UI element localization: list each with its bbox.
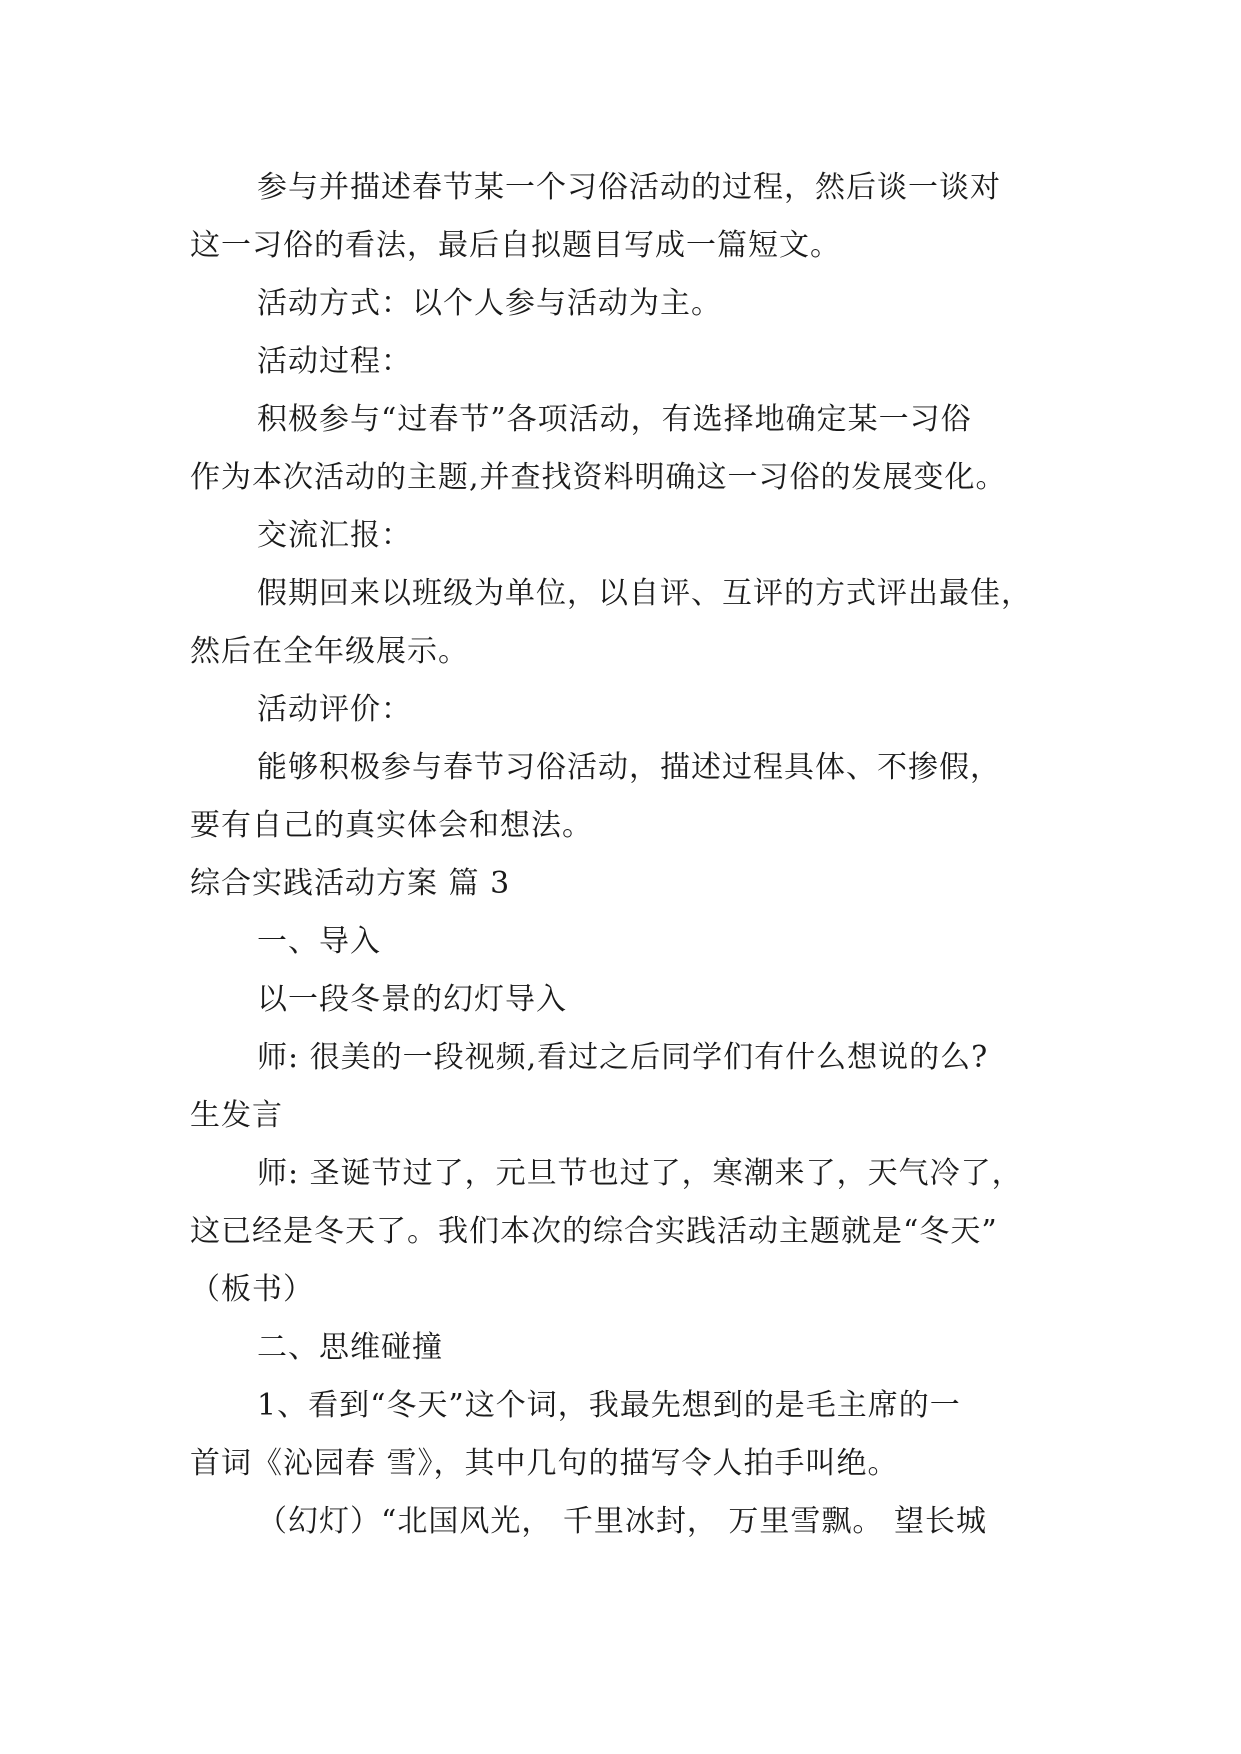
paragraph-line: 作为本次活动的主题,并查找资料明确这一习俗的发展变化。	[190, 460, 1007, 495]
paragraph-line: 要有自己的真实体会和想法。	[190, 808, 593, 843]
paragraph-line: 首词《沁园春 雪》，其中几句的描写令人拍手叫绝。	[190, 1446, 899, 1481]
paragraph-line: 参与并描述春节某一个习俗活动的过程，然后谈一谈对	[257, 170, 1001, 205]
paragraph-line: 然后在全年级展示。	[190, 634, 469, 669]
paragraph-line: 二、思维碰撞	[257, 1330, 443, 1365]
paragraph-line: 能够积极参与春节习俗活动，描述过程具体、不掺假，	[257, 750, 1001, 785]
paragraph-line: （幻灯）“北国风光， 千里冰封， 万里雪飘。 望长城	[257, 1504, 987, 1539]
paragraph-line: 积极参与“过春节”各项活动，有选择地确定某一习俗	[257, 402, 972, 437]
paragraph-line: 师: 很美的一段视频,看过之后同学们有什么想说的么?	[257, 1040, 989, 1075]
paragraph-line: （板书）	[190, 1272, 314, 1307]
paragraph-line: 活动评价：	[257, 692, 412, 727]
paragraph-line: 活动过程：	[257, 344, 412, 379]
paragraph-line: 这已经是冬天了。我们本次的综合实践活动主题就是“冬天”	[190, 1214, 998, 1249]
paragraph-line: 1、看到“冬天”这个词，我最先想到的是毛主席的一	[257, 1388, 961, 1423]
paragraph-line: 这一习俗的看法，最后自拟题目写成一篇短文。	[190, 228, 841, 263]
paragraph-line: 生发言	[190, 1098, 283, 1133]
paragraph-line: 以一段冬景的幻灯导入	[257, 982, 567, 1017]
paragraph-line: 假期回来以班级为单位，以自评、互评的方式评出最佳，	[257, 576, 1032, 611]
paragraph-line: 交流汇报：	[257, 518, 412, 553]
section-heading: 综合实践活动方案 篇 3	[190, 866, 511, 901]
paragraph-line: 活动方式：以个人参与活动为主。	[257, 286, 722, 321]
paragraph-line: 师: 圣诞节过了，元旦节也过了，寒潮来了，天气冷了，	[257, 1156, 1023, 1191]
paragraph-line: 一、导入	[257, 924, 381, 959]
